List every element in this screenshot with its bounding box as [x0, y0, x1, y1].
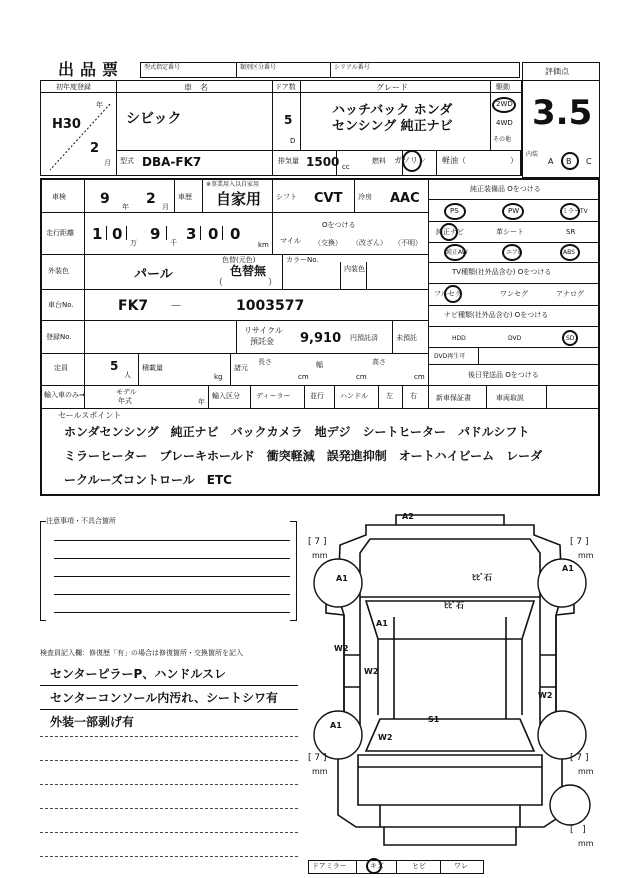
grade-label: グレード — [376, 83, 408, 92]
form-title: 出品票 — [58, 60, 125, 79]
capacity-value: 5 — [110, 359, 119, 373]
fuel-gasoline: ガソリン — [394, 156, 426, 165]
ac-label: 冷房 — [358, 193, 372, 201]
sales-point-line-2: ミラーヒーター ブレーキホールド 衝突軽減 誤発進抑制 オートハイビーム レーダ — [64, 449, 543, 463]
mark-a2: A2 — [402, 512, 414, 521]
fuel-circle — [402, 150, 422, 172]
usage-value: 自家用 — [216, 190, 262, 208]
sales-point-line-3: ークルーズコントロール ETC — [64, 473, 232, 487]
tread-fr: [ 7 ] — [570, 537, 589, 547]
fuel-label: 燃料 — [372, 157, 386, 165]
notes-label: 注意事項・不具合箇所 — [46, 517, 116, 525]
car-diagram — [300, 505, 600, 875]
mileage-digit-1: 1 — [92, 225, 103, 243]
equip-ps: PS — [450, 207, 459, 215]
ac-value: AAC — [390, 191, 420, 206]
chassis-number: 1003577 — [236, 298, 305, 314]
equip-aw: 純正AW — [446, 249, 468, 256]
mark-a1-hood: A1 — [376, 619, 388, 628]
inspection-month: 2 — [146, 191, 156, 207]
tread-rl: [ 7 ] — [308, 753, 327, 763]
docs-title: 後日発送品 Oをつける — [468, 371, 539, 379]
sales-point-line-1: ホンダセンシング 純正ナビ バックカメラ 地デジ シートヒーター パドルシフト — [64, 425, 530, 439]
doors-label: ドア数 — [275, 83, 296, 91]
class-no-label: 類別区分番号 — [240, 64, 277, 71]
shift-label: シフト — [276, 193, 297, 201]
ext-color-label: 外装色 — [48, 267, 69, 275]
mirror-kizu: キズ — [370, 862, 384, 870]
drive-2wd: 2WD — [496, 100, 513, 108]
equip-pw: PW — [508, 207, 520, 215]
mileage-digit-2: 0 — [112, 225, 123, 243]
first-reg-year: H30 — [52, 117, 81, 132]
mark-a1-fr: A1 — [562, 564, 574, 573]
chassis-label: 車台No. — [48, 301, 74, 309]
grade-line2: センシング 純正ナビ — [332, 119, 453, 134]
mark-a1-rl: A1 — [330, 721, 342, 730]
first-reg-label: 初年度登録 — [56, 83, 91, 91]
interior-label: 内装 — [526, 151, 539, 158]
tread-spare: [ ] — [570, 825, 586, 835]
color-change-value: 色替無 — [230, 264, 267, 278]
mileage-digit-6: 0 — [230, 225, 241, 243]
equip-tv: ミラーTV — [562, 208, 588, 215]
history-label: 車歴 — [178, 193, 192, 201]
note-line-1: センターピラーP、ハンドルスレ — [50, 667, 226, 681]
type-no-label: 型式指定番号 — [144, 64, 181, 71]
mile-option: マイル — [280, 237, 301, 245]
grade-line1: ハッチバック ホンダ — [332, 103, 453, 118]
doors-value: 5 — [284, 113, 293, 127]
car-name: シビック — [126, 111, 182, 127]
interior-b-circle — [561, 152, 579, 170]
navi-title: ナビ種類(社外品含む) Oをつける — [444, 311, 549, 319]
model-value: DBA-FK7 — [142, 155, 202, 169]
first-reg-month: 2 — [90, 141, 100, 156]
displacement-label: 排気量 — [278, 157, 299, 165]
shift-value: CVT — [314, 191, 343, 206]
equip-abs: ABS — [563, 249, 575, 256]
mileage-digit-4: 3 — [186, 225, 197, 243]
sales-points-label: セールスポイント — [58, 411, 122, 420]
mark-w2-left: W2 — [334, 644, 349, 653]
car-name-label: 車 名 — [184, 83, 208, 92]
mark-w2-rear: W2 — [378, 733, 393, 742]
regno-label: 登録No. — [46, 333, 72, 341]
mark-w2-right: W2 — [538, 691, 553, 700]
navi-sd: SD — [566, 335, 575, 342]
inspector-label: 検査員記入欄：修復歴「有」の場合は修復箇所・交換箇所を記入 — [40, 649, 243, 657]
drive-label: 駆動 — [496, 83, 510, 91]
model-label: 型式 — [120, 157, 134, 165]
equip-navi: 純正ナビ — [436, 228, 464, 236]
recycle-value: 9,910 — [300, 331, 342, 346]
mark-hibi-1: ﾋﾋﾞ石 — [472, 573, 492, 582]
mark-w2-door: W2 — [364, 667, 379, 676]
tread-fl: [ 7 ] — [308, 537, 327, 547]
inspection-year: 9 — [100, 191, 110, 207]
mark-s1: S1 — [428, 715, 440, 724]
mileage-digit-3: 9 — [150, 225, 161, 243]
mark-hibi-2: ﾋﾋﾞ石 — [444, 601, 464, 610]
tv-fullseg: フルセグ — [434, 290, 462, 298]
equip-airbag: エアB — [506, 249, 523, 256]
note-line-2: センターコンソール内汚れ、シートシワ有 — [50, 691, 279, 705]
inspection-label: 車検 — [52, 193, 66, 201]
door-mirror-label: ドアミラー — [312, 862, 347, 870]
serial-no-label: シリアル番号 — [334, 64, 370, 71]
mileage-label: 走行距離 — [46, 229, 74, 237]
chassis-prefix: FK7 — [118, 298, 149, 314]
ext-color-value: パール — [134, 267, 173, 282]
tv-title: TV種類(社外品含む) Oをつける — [452, 268, 552, 276]
import-label: 輸入車のみ⇒ — [44, 391, 85, 399]
rating-label: 評価点 — [545, 67, 569, 76]
rating-value: 3.5 — [532, 93, 593, 133]
mark-a1-fl: A1 — [336, 574, 348, 583]
capacity-label: 定員 — [54, 364, 68, 372]
displacement-value: 1500 — [306, 155, 340, 169]
equipment-title: 純正装備品 Oをつける — [470, 185, 541, 193]
note-line-3: 外装一部剥げ有 — [50, 715, 135, 729]
drive-2wd-circle — [492, 97, 516, 113]
mileage-digit-5: 0 — [208, 225, 219, 243]
tread-rr: [ 7 ] — [570, 753, 589, 763]
